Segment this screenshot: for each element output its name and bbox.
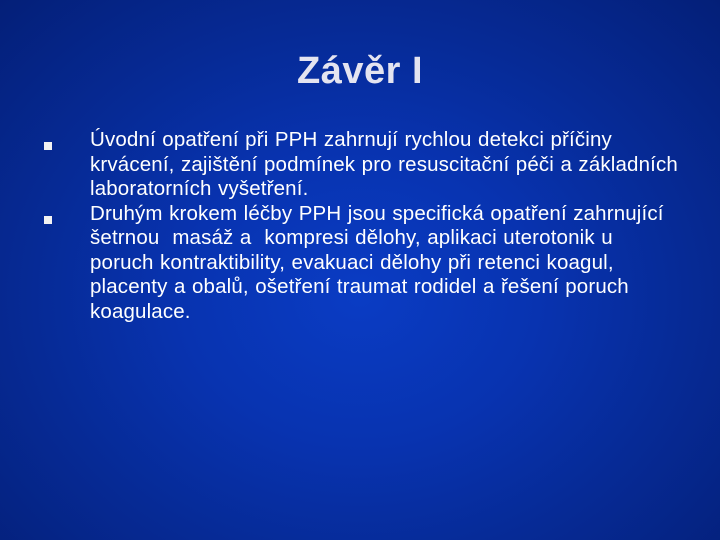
bullet-item xyxy=(0,128,720,202)
bullet-text: Úvodní opatření při PPH zahrnují rychlou detekci příčiny krvácení, zajištění podmínek pro resuscitační péči a základních laboratorních vyšetření. xyxy=(90,128,685,200)
bullet-item xyxy=(0,202,720,325)
square-bullet-icon xyxy=(44,216,52,224)
slide-title: Závěr I xyxy=(296,50,424,93)
bullet-list xyxy=(0,128,720,324)
bullet-text: Druhým krokem léčby PPH jsou specifická opatření zahrnující šetrnou masáž a kompresi dělohy, aplikaci uterotonik u poruch kontraktibility, evakuaci dělohy při retenci koagul, placenty a obalů, ošetření traumat rodidel a řešení poruch koagulace. xyxy=(90,201,671,323)
square-bullet-icon xyxy=(44,142,52,150)
